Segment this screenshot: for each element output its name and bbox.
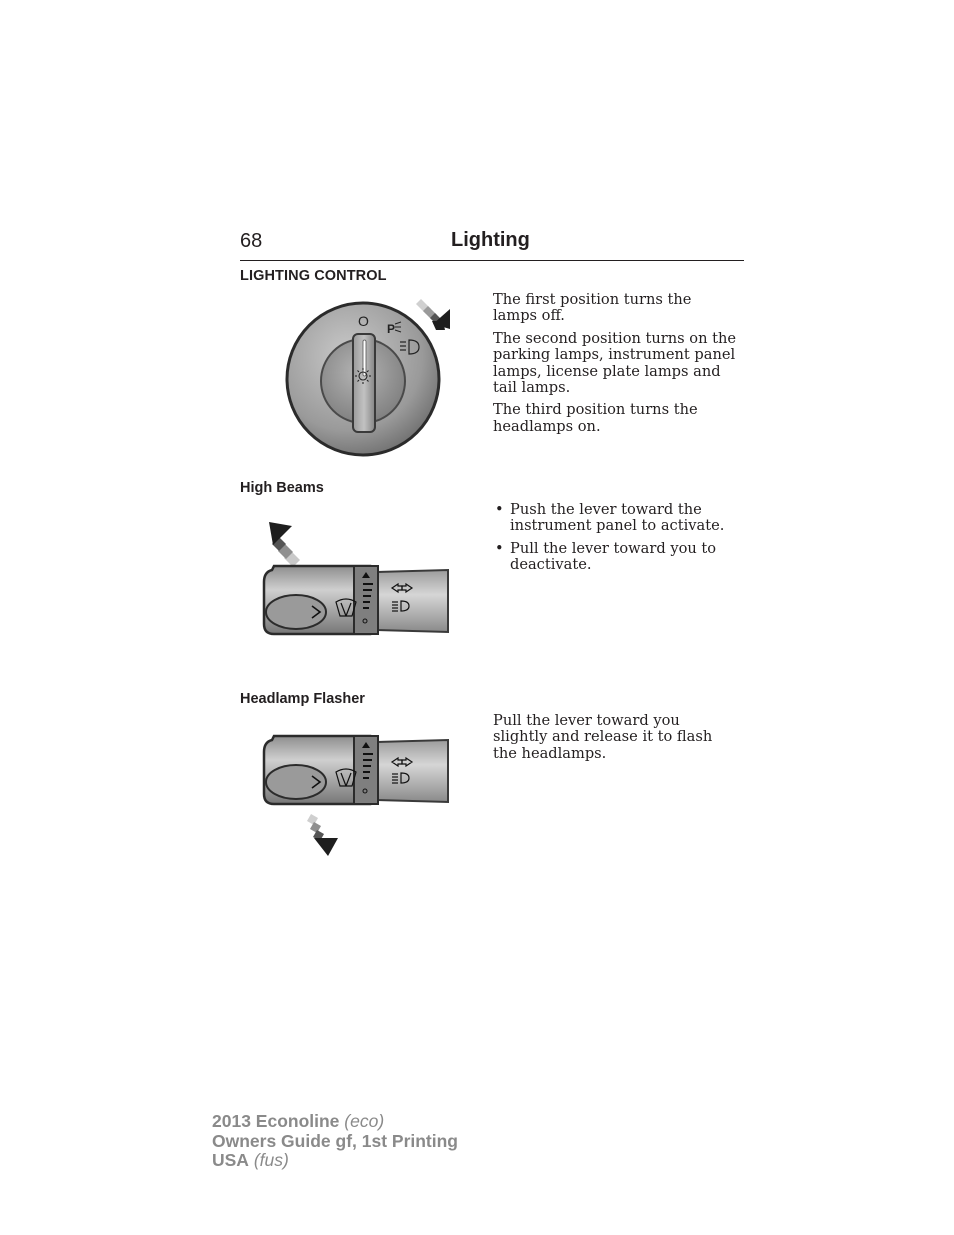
- bullet-icon: •: [495, 539, 504, 557]
- paragraph: The third position turns the headlamps on.: [493, 401, 698, 435]
- paragraph: The first position turns the lamps off.: [493, 291, 692, 325]
- lighting-control-heading: LIGHTING CONTROL: [240, 268, 387, 284]
- footer-line-model: [212, 1112, 458, 1132]
- page-footer: [212, 1112, 458, 1171]
- dial-label-off: O: [358, 313, 369, 329]
- page-number: 68: [240, 230, 263, 252]
- headlamp-flasher-heading: Headlamp Flasher: [240, 691, 365, 707]
- wash-button: [266, 765, 326, 799]
- high-beams-text: [493, 502, 738, 580]
- footer-guide: Owners Guide gf, 1st Printing: [212, 1130, 458, 1151]
- footer-model: 2013 Econoline: [212, 1111, 340, 1131]
- chapter-title: Lighting: [451, 229, 530, 251]
- pull-arrow-icon: [307, 814, 338, 856]
- push-arrow-icon: [269, 522, 300, 567]
- bullet-text: Pull the lever toward you to deactivate.: [510, 539, 717, 574]
- bullet-icon: •: [495, 501, 504, 518]
- footer-market: USA: [212, 1150, 249, 1170]
- dial-label-parking: P: [387, 322, 396, 336]
- headlamp-flasher-text: [493, 713, 738, 768]
- footer-market-code: (fus): [253, 1150, 289, 1170]
- headlamp-switch-illustration: [285, 296, 455, 461]
- lighting-control-text: [493, 292, 738, 441]
- high-beam-lever-illustration: [258, 520, 454, 638]
- high-beams-heading: High Beams: [240, 480, 324, 496]
- list-item: [493, 541, 738, 574]
- high-beams-bullets: [493, 502, 738, 574]
- footer-line-guide: [212, 1132, 458, 1152]
- footer-model-code: (eco): [344, 1111, 385, 1131]
- list-item: [493, 502, 738, 535]
- paragraph: Pull the lever toward you slightly and release it to flash the headlamps.: [493, 712, 713, 762]
- footer-line-market: [212, 1151, 458, 1171]
- page-header: [240, 228, 744, 261]
- wash-button: [266, 595, 326, 629]
- paragraph: The second position turns on the parking lamps, instrument panel lamps, license plate lamps and tail lamps.: [493, 329, 737, 397]
- rotate-arrow-icon: [416, 299, 450, 330]
- bullet-text: Push the lever toward the instrument panel to activate.: [510, 501, 725, 535]
- headlamp-flasher-lever-illustration: [258, 734, 454, 858]
